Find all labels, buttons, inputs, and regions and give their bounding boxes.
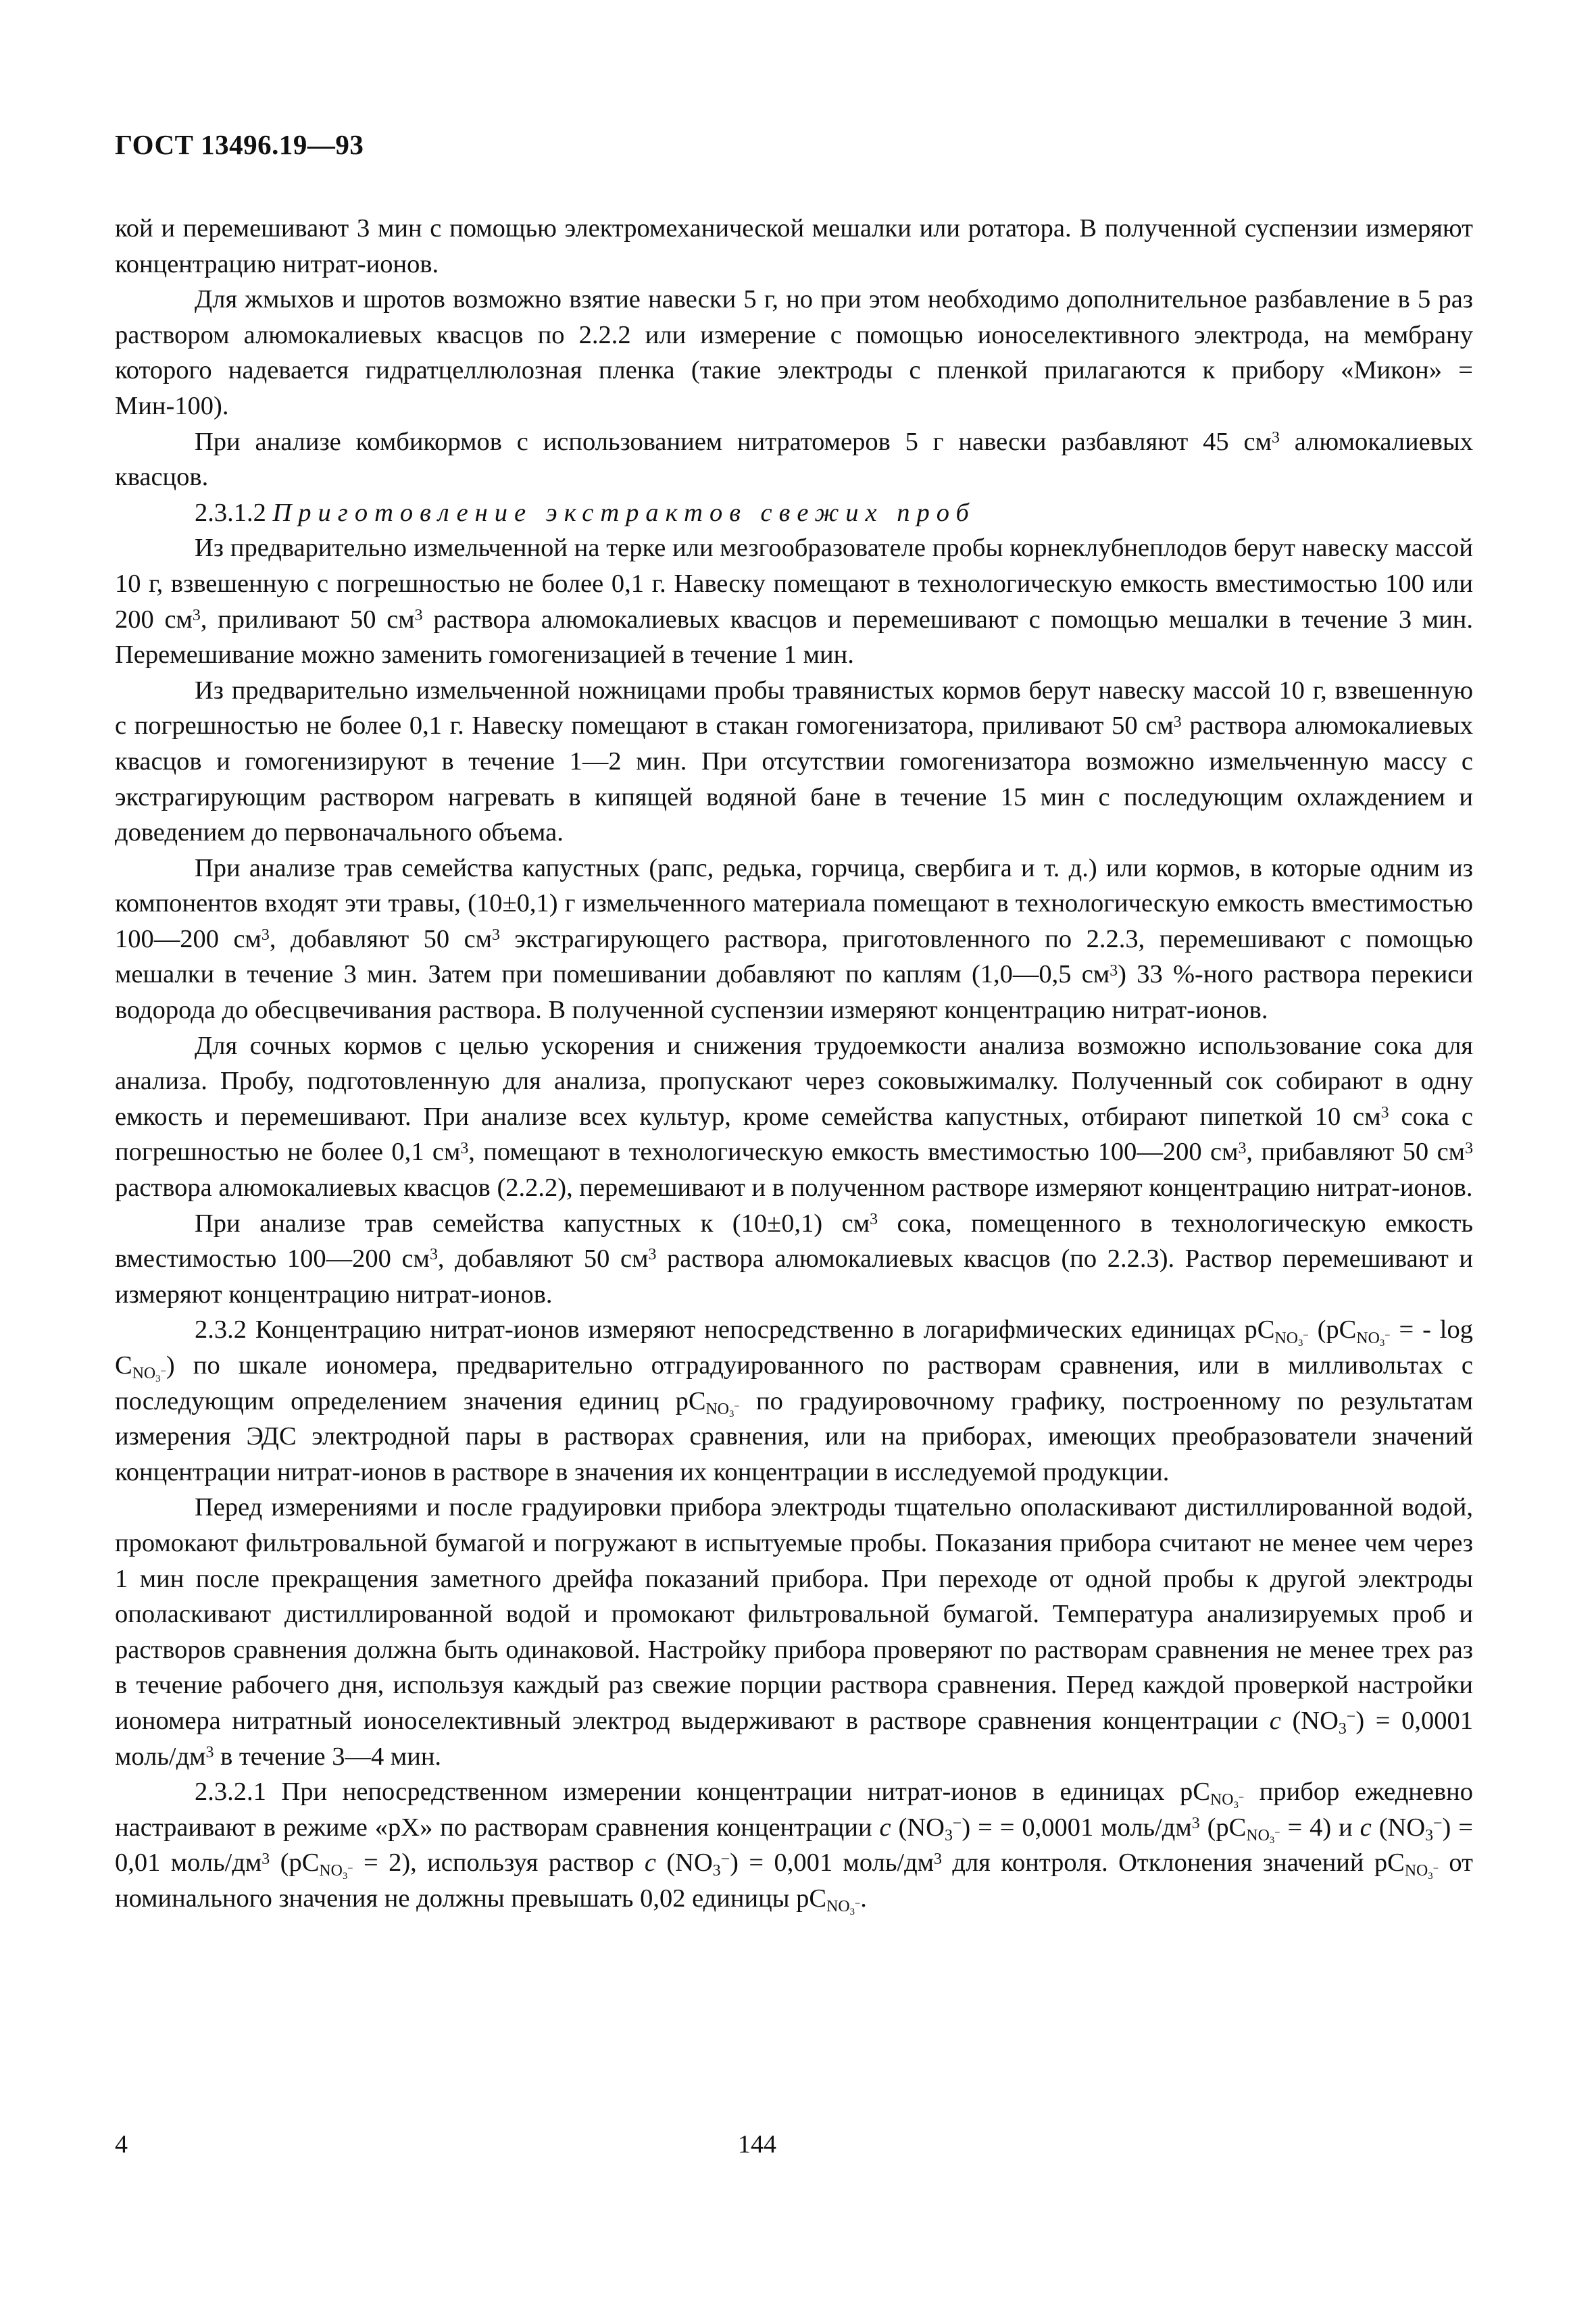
paragraph: 2.3.2 Концентрацию нитрат-ионов измеряют непосредственно в логарифмических единицах $pC_{NO_3^-}$ ($pC_{NO_3^-}$ = - $\log C_{NO_3^-}$) по шкале иономера, предварительно отградуированного по растворам сравнения, или в милливольтах с последующим определением значения единиц $pC_{NO_3^-}$ по градуировочному графику, построенному по результатам измерения ЭДС электродной пары в растворах сравнения, или на приборах, имеющих преобразователи значений концентрации нитрат-ионов в растворе в значения их концентрации в исследуемой продукции. [115,1315,1474,1486]
document-body [115,211,1473,1917]
paragraph: При анализе комбикормов с использованием нитратомеров 5 г навески разбавляют 45 $см^3$ алюмокалиевых квасцов. [115,427,1473,492]
paragraph: Для сочных кормов с целью ускорения и снижения трудоемкости анализа возможно использование сока для анализа. Пробу, подготовленную для анализа, пропускают через соковыжималку. Полученный сок собирают в одну емкость и перемешивают. При анализе всех культур, кроме семейства капустных, отбирают пипеткой 10 $см^3$ сока с погрешностью не более 0,1 $см^3$, помещают в технологическую емкость вместимостью 100—200 $см^3$, прибавляют 50 $см^3$ раствора алюмокалиевых квасцов (2.2.2), перемешивают и в полученном растворе измеряют концентрацию нитрат-ионов. [115,1031,1473,1203]
paragraph: 2.3.2.1 При непосредственном измерении концентрации нитрат-ионов в единицах $pC_{NO_3^-}$ прибор ежедневно настраивают в режиме «pX» по растворам сравнения концентрации c $(NO_3^-)$ = = 0,0001 моль/$дм^3$ $(pC_{NO_3^-} = 4)$ и c $(NO_3^-) = 0,01$ моль/$дм^3$ $(pC_{NO_3^-} = 2)$, используя раствор c $(NO_3^-) = 0,001$ моль/$дм^3$ для контроля. Отклонения значений $pC_{NO_3^-}$ от номинального значения не должны превышать 0,02 единицы $pC_{NO_3^-}$. [115,1778,1474,1917]
section-heading: 2.3.1.2 Приготовление экстрактов свежих проб [195,498,976,527]
paragraph: При анализе трав семейства капустных к (10±0,1) $см^3$ сока, помещенного в технологическую емкость вместимостью 100—200 $см^3$, добавляют 50 $см^3$ раствора алюмокалиевых квасцов (по 2.2.3). Раствор перемешивают и измеряют концентрацию нитрат-ионов. [115,1209,1473,1309]
paragraph: кой и перемешивают 3 мин с помощью электромеханической мешалки или ротатора. В полученной суспензии измеряют концентрацию нитрат-ионов. [115,214,1473,278]
paragraph: При анализе трав семейства капустных (рапс, редька, горчица, свербига и т. д.) или кормов, в которые одним из компонентов входят эти травы, (10±0,1) г измельченного материала помещают в технологическую емкость вместимостью 100—200 $см^3$, добавляют 50 $см^3$ экстрагирующего раствора, приготовленного по 2.2.3, перемешивают с помощью мешалки в течение 3 мин. Затем при помешивании добавляют по каплям (1,0—0,5 $см^3$) 33 %-ного раствора перекиси водорода до обесцвечивания раствора. В полученной суспензии измеряют концентрацию нитрат-ионов. [115,853,1474,1025]
paragraph: Для жмыхов и шротов возможно взятие навески 5 г, но при этом необходимо дополнительное разбавление в 5 раз раствором алюмокалиевых квасцов по 2.2.2 или измерение с помощью ионоселективного электрода, на мембрану которого надевается гидратцеллюлозная пленка (такие электроды с пленкой прилагаются к прибору «Микон» = Мин-100). [115,285,1473,420]
paragraph: Перед измерениями и после градуировки прибора электроды тщательно ополаскивают дистиллированной водой, промокают фильтровальной бумагой и погружают в испытуемые пробы. Показания прибора считают не менее чем через 1 мин после прекращения заметного дрейфа показаний прибора. При переходе от одной пробы к другой электроды ополаскивают дистиллированной водой и промокают фильтровальной бумагой. Температура анализируемых проб и растворов сравнения должна быть одинаковой. Настройку прибора проверяют по растворам сравнения не менее трех раз в течение рабочего дня, используя каждый раз свежие порции раствора сравнения. Перед каждой проверкой настройки иономера нитратный ионоселективный электрод выдерживают в растворе сравнения концентрации c $(NO_3^-) = 0,0001$ моль/$дм^3$ в течение 3—4 мин. [115,1493,1473,1771]
paragraph: Из предварительно измельченной на терке или мезгообразователе пробы корнеклубнеплодов берут навеску массой 10 г, взвешенную с погрешностью не более 0,1 г. Навеску помещают в технологическую емкость вместимостью 100 или 200 $см^3$, приливают 50 $см^3$ раствора алюмокалиевых квасцов и перемешивают с помощью мешалки в течение 3 мин. Перемешивание можно заменить гомогенизацией в течение 1 мин. [115,534,1473,670]
page-number: 4 [115,2130,128,2159]
sheet-number: 144 [738,2130,776,2159]
paragraph: Из предварительно измельченной ножницами пробы травянистых кормов берут навеску массой 10 г, взвешенную с погрешностью не более 0,1 г. Навеску помещают в стакан гомогенизатора, приливают 50 $см^3$ раствора алюмокалиевых квасцов и гомогенизируют в течение 1—2 мин. При отсутствии гомогенизатора возможно измельченную массу с экстрагирующим раствором нагревать в кипящей водяной бане в течение 15 мин с последующим охлаждением и доведением до первоначального объема. [115,676,1473,847]
document-header: ГОСТ 13496.19—93 [115,129,364,160]
